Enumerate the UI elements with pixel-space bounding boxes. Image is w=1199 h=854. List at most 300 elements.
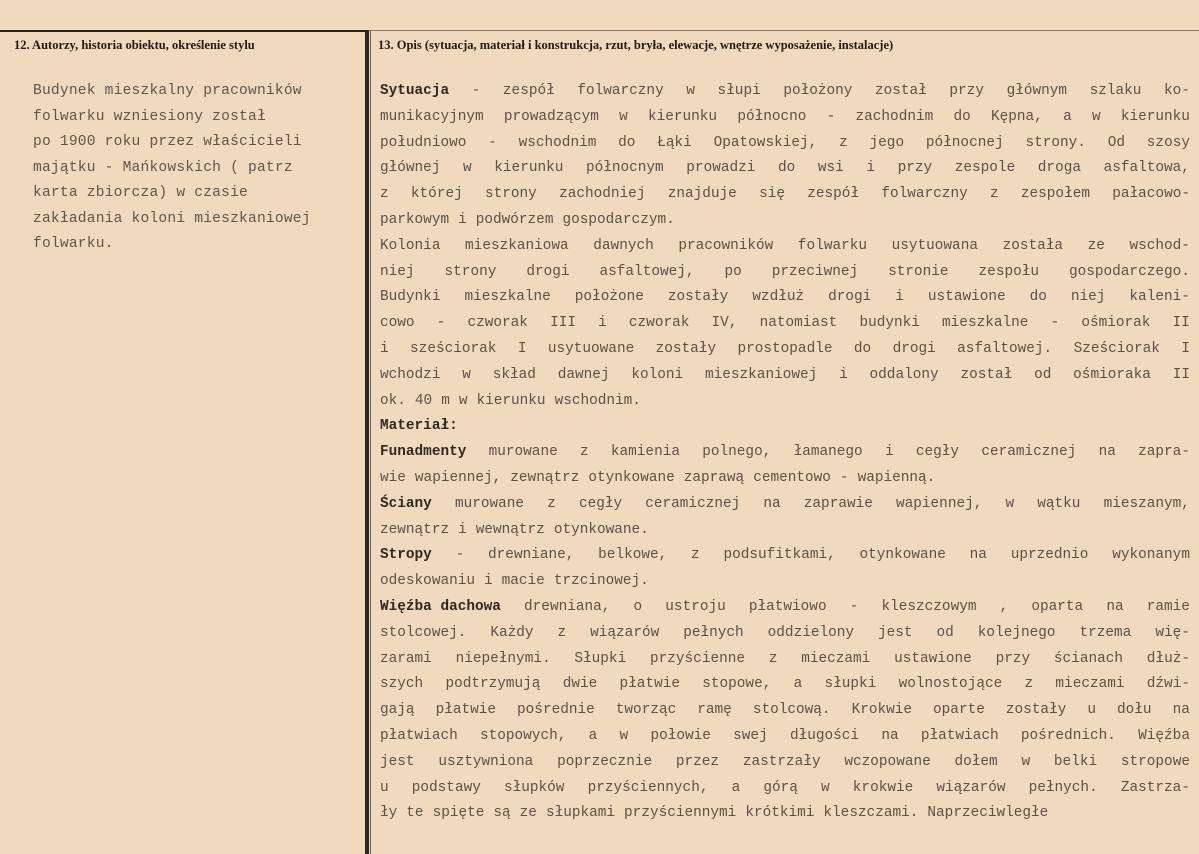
section-13-word: stolcową.	[752, 702, 831, 719]
section-13-word: -	[455, 547, 465, 564]
section-13-word: ze	[519, 805, 537, 822]
section-13-word: i	[458, 521, 467, 538]
section-13-word: murowane	[488, 444, 558, 461]
section-13-word: wzdłuż	[752, 289, 805, 306]
section-13-line	[380, 156, 1190, 182]
section-13-word: murowane	[454, 495, 525, 512]
section-13-word: północnej	[925, 134, 1004, 151]
section-13-word: parkowym	[380, 211, 450, 228]
section-13-line-heading: Więźba dachowa	[380, 598, 501, 615]
section-13-word: cegły	[915, 444, 960, 461]
section-13-word: mieczami	[1055, 676, 1125, 693]
section-13-line	[380, 750, 1190, 776]
section-13-word: kaleni-	[1129, 289, 1190, 306]
section-13-line	[380, 518, 1190, 544]
section-13-word: zewnątrz	[510, 469, 580, 486]
section-13-word: -	[1050, 315, 1060, 332]
section-13-line	[380, 389, 1190, 415]
section-13-word: od	[1034, 366, 1052, 383]
section-13-word: zespół	[502, 83, 555, 99]
section-13-word: szlaku	[1089, 83, 1142, 99]
section-13-word: stopowych,	[480, 727, 567, 744]
section-13-word: płatwiach	[920, 727, 999, 744]
section-13-word: mieszkalne	[464, 289, 551, 306]
section-13-word: górą	[763, 779, 798, 796]
section-13-word: na	[1172, 702, 1190, 719]
section-13-word: sześciorak	[410, 340, 497, 357]
section-13-word: przy	[949, 83, 984, 99]
top-rule-left	[0, 30, 365, 32]
section-13-word: skład	[492, 366, 536, 383]
section-13-word: ,	[999, 598, 1009, 615]
section-13-line	[380, 543, 1190, 569]
section-13-word: oparta	[1031, 598, 1084, 615]
section-13-word: strony	[485, 186, 537, 203]
section-13-word: w	[686, 83, 695, 99]
section-13-line	[380, 131, 1190, 157]
section-12-line: Budynek mieszkalny pracowników	[33, 83, 302, 99]
section-13-word: na	[969, 547, 987, 564]
section-13-word: słupkami	[545, 805, 616, 822]
section-13-word: został	[960, 366, 1013, 383]
section-13-word: I	[1181, 340, 1190, 357]
section-13-word: stopowe,	[702, 676, 772, 693]
section-13-word: strony	[444, 263, 497, 280]
section-13-word: ścianach	[1053, 650, 1124, 667]
section-13-word: IV,	[711, 315, 738, 332]
section-13-word: połowie	[650, 727, 711, 744]
section-13-word: wie	[380, 469, 406, 486]
section-13-word: asfaltowa,	[1103, 160, 1190, 177]
section-13-word: mieczami	[801, 650, 871, 667]
section-13-word: i	[598, 315, 607, 332]
section-13-word: szych	[380, 676, 424, 693]
section-13-word: przyścienne	[650, 650, 745, 667]
section-13-word: w	[1005, 495, 1015, 512]
section-13-word: dawnej	[557, 366, 610, 383]
section-13-word: i	[839, 366, 848, 383]
section-13-word: asfaltowej.	[957, 340, 1053, 357]
section-13-word: zostały	[667, 289, 729, 306]
section-13-line-heading: Ściany	[380, 495, 432, 512]
section-13-word: niepełnymi.	[455, 650, 551, 667]
section-13-word: odeskowaniu	[380, 573, 475, 590]
section-13-line	[380, 182, 1190, 208]
column-divider-thin	[370, 30, 371, 854]
section-13-word: podtrzymują	[445, 676, 541, 693]
section-13-word: na	[881, 727, 899, 744]
section-13-word: Kępna,	[991, 108, 1043, 125]
section-13-word: przez	[675, 753, 720, 770]
section-13-word: jego	[869, 134, 905, 151]
section-13-word: południowo	[380, 134, 467, 151]
section-13-word: zapra-	[1138, 444, 1190, 461]
section-13-word: m	[441, 392, 450, 409]
section-13-word: kierunku	[476, 392, 546, 409]
section-13-line	[380, 363, 1190, 389]
section-13-word: położone	[574, 289, 644, 306]
section-13-word: i	[380, 340, 389, 357]
section-13-word: na	[763, 495, 781, 512]
section-13-word: z	[547, 495, 556, 512]
section-13-word: krokwie	[852, 779, 914, 796]
section-13-word: wiązarów	[936, 779, 1006, 796]
section-13-word: czworak	[467, 315, 528, 332]
section-13-word: belkowe,	[598, 547, 668, 564]
section-13-word: z	[1024, 676, 1034, 693]
section-13-word: z	[691, 547, 700, 564]
section-13-word: ośmioraka	[1073, 366, 1151, 383]
section-13-word: płatwie	[619, 676, 680, 693]
section-13-word: niej	[1070, 289, 1106, 306]
section-13-word: ły	[380, 805, 398, 822]
section-13-word: został	[875, 83, 927, 99]
section-13-word: kleszczami.	[823, 805, 919, 822]
section-13-word: kolejnego	[977, 624, 1056, 641]
section-13-word: wschodnim	[518, 134, 597, 151]
section-13-line	[380, 492, 1190, 518]
section-13-word: budynki	[859, 315, 920, 332]
section-13-word: w	[463, 160, 472, 177]
section-13-word: te	[406, 805, 424, 822]
section-13-line	[380, 79, 1190, 105]
section-13-word: oparte	[933, 702, 985, 719]
section-13-word: a	[1063, 108, 1072, 125]
section-13-word: -	[471, 83, 481, 99]
section-13-word: uprzednio	[1010, 547, 1089, 564]
section-13-word: dłuż-	[1146, 650, 1190, 667]
section-13-word: drogi	[828, 289, 872, 306]
section-13-word: po	[724, 263, 742, 280]
section-13-word: na	[1098, 444, 1116, 461]
section-13-word: wapienną.	[857, 469, 936, 486]
section-13-word: i	[458, 211, 467, 228]
section-13-word: wschodnim.	[554, 392, 641, 409]
section-13-word: wapiennej,	[414, 469, 502, 486]
section-13-word: w	[1091, 108, 1101, 125]
section-13-word: zarami	[380, 650, 432, 667]
section-13-word: stronie	[888, 263, 949, 280]
section-13-word: krótkimi	[745, 805, 815, 822]
section-12-text	[33, 79, 353, 258]
section-13-word: podwórzem	[475, 211, 554, 228]
section-13-word: ceramicznej	[645, 495, 741, 512]
section-13-word: a	[731, 779, 741, 796]
section-13-word: usytuowane	[547, 340, 635, 357]
section-13-word: płatwie	[435, 702, 497, 719]
section-13-word: otynkowane	[859, 547, 946, 564]
section-12-line: karta zbiorcza) w czasie	[33, 185, 248, 201]
section-13-word: drewniane,	[488, 547, 575, 564]
section-13-word: wczopowane	[844, 753, 931, 770]
section-12-line: folwarku.	[33, 236, 114, 252]
section-13-word: łamanego	[793, 444, 863, 461]
section-13-word: została	[1002, 237, 1064, 254]
section-13-word: otynkowane.	[553, 521, 649, 538]
section-13-word: koloni	[631, 366, 684, 383]
section-13-word: której	[410, 186, 463, 203]
section-13-word: natomiast	[759, 315, 838, 332]
section-13-word: cowo	[380, 315, 415, 332]
section-13-word: I	[517, 340, 527, 357]
section-13-word: gospodarczym.	[562, 211, 675, 228]
section-13-word: wiązarów	[590, 624, 660, 641]
section-13-word: dołem	[954, 753, 998, 770]
section-13-word: strony.	[1025, 134, 1086, 151]
section-13-word: kierunku	[494, 160, 564, 177]
section-13-word: są	[493, 805, 511, 822]
section-13-word: ze	[1087, 237, 1105, 254]
section-13-word: ramę	[697, 702, 732, 719]
section-13-word: głównej	[380, 160, 441, 177]
section-13-word: północno	[737, 108, 807, 125]
section-13-word: przy	[995, 650, 1031, 667]
section-13-line	[380, 724, 1190, 750]
section-13-line	[380, 776, 1190, 802]
section-13-line	[380, 569, 1190, 595]
section-13-word: znajduje	[667, 186, 737, 203]
section-12-header: 12. Autorzy, historia obiektu, określenie stylu	[14, 38, 255, 52]
section-13-word: płatwiach	[380, 727, 458, 744]
section-13-word: u	[380, 779, 389, 796]
section-13-word: się	[759, 186, 785, 203]
section-13-word: i	[866, 160, 876, 177]
section-13-word: Słupki	[574, 650, 627, 667]
section-12-line: po 1900 roku przez właścicieli	[33, 134, 302, 150]
section-13-word: z	[380, 186, 389, 203]
section-13-word: zachodnim	[855, 108, 934, 125]
section-13-word: 40	[414, 392, 433, 409]
section-13-word: niej	[380, 263, 415, 280]
section-13-word: ośmiorak	[1081, 315, 1151, 332]
section-13-word: Opatowskiej,	[713, 134, 818, 151]
section-13-word: dźwi-	[1146, 676, 1190, 693]
section-13-line	[380, 672, 1190, 698]
section-13-word: położony	[783, 83, 853, 99]
section-13-word: -	[849, 598, 859, 615]
section-13-word: na	[1106, 598, 1124, 615]
section-13-word: stropowe	[1120, 753, 1190, 770]
section-13-word: wsi	[817, 160, 844, 177]
section-13-word: do	[853, 340, 872, 357]
section-13-word: płatwiowo	[748, 598, 827, 615]
section-13-word: gospodarczego.	[1068, 263, 1190, 280]
section-13-line	[380, 414, 1190, 440]
section-13-word: w	[458, 392, 468, 409]
section-13-word: asfaltowej,	[599, 263, 695, 280]
section-13-line-heading: Sytuacja	[380, 83, 450, 99]
section-13-word: trzcinowej.	[553, 573, 649, 590]
section-13-line	[380, 595, 1190, 621]
section-13-word: słupki	[824, 676, 877, 693]
section-13-word: II	[1172, 366, 1190, 383]
section-13-word: przeciwnej	[771, 263, 859, 280]
section-13-word: Zastrza-	[1120, 779, 1190, 796]
section-13-word: polnego,	[702, 444, 772, 461]
section-13-word: dołu	[1117, 702, 1152, 719]
section-13-word: w	[619, 108, 628, 125]
section-13-header: 13. Opis (sytuacja, materiał i konstrukcja, rzut, bryła, elewacje, wnętrze wyposażenie, instalacje)	[378, 38, 894, 52]
section-13-word: pełnych.	[1028, 779, 1098, 796]
section-13-word: do	[1029, 289, 1047, 306]
section-13-word: wchodzi	[380, 366, 441, 383]
section-13-word: folwarczny	[881, 186, 968, 203]
section-13-word: wschod-	[1129, 237, 1190, 254]
section-13-word: stolcowej.	[380, 624, 467, 641]
section-13-word: wię-	[1155, 624, 1190, 641]
section-13-word: Sześciorak	[1073, 340, 1160, 357]
section-13-word: do	[777, 160, 796, 177]
section-13-line	[380, 801, 1190, 827]
section-13-word: Łąki	[657, 134, 692, 151]
section-13-word: o	[633, 598, 643, 615]
section-13-word: przyściennych,	[587, 779, 709, 796]
section-13-word: folwarczny	[577, 83, 664, 99]
section-13-word: ustawione	[927, 289, 1006, 306]
section-13-word: czworak	[628, 315, 690, 332]
section-13-word: ok.	[380, 392, 406, 409]
section-13-word: -	[826, 108, 836, 125]
section-13-word: kleszczowym	[881, 598, 977, 615]
section-13-word: prostopadle	[737, 340, 833, 357]
section-13-word: wapiennej,	[896, 495, 983, 512]
section-12-line: folwarku wzniesiony został	[33, 108, 266, 125]
column-divider	[365, 30, 369, 854]
section-13-word: III	[550, 315, 576, 332]
section-13-word: Krokwie	[851, 702, 913, 719]
section-13-word: zespole	[954, 160, 1016, 177]
section-13-word: mieszkaniowej	[705, 366, 818, 383]
section-13-word: z	[768, 650, 778, 667]
section-13-word: zespołem	[1020, 186, 1090, 203]
section-13-word: z	[989, 186, 999, 203]
section-13-word: pałacowo-	[1112, 186, 1190, 203]
section-13-line	[380, 440, 1190, 466]
section-13-line	[380, 466, 1190, 492]
section-13-word: zostały	[655, 340, 717, 357]
section-13-line	[380, 285, 1190, 311]
section-13-text	[380, 79, 1190, 827]
section-13-word: szosy	[1146, 134, 1190, 151]
section-13-word: kierunku	[647, 108, 718, 125]
section-13-word: wątku	[1037, 495, 1081, 512]
section-13-word: zachodniej	[559, 186, 646, 203]
section-13-line	[380, 698, 1190, 724]
section-13-word: Budynki	[380, 289, 441, 306]
section-13-word: z	[579, 444, 589, 461]
section-13-line	[380, 647, 1190, 673]
section-13-word: poprzecznie	[557, 753, 653, 770]
section-13-word: zastrzały	[742, 753, 821, 770]
section-13-word: cegły	[578, 495, 623, 512]
section-13-line	[380, 105, 1190, 131]
section-13-line	[380, 621, 1190, 647]
section-13-word: jest	[380, 753, 415, 770]
section-13-word: cementowo	[753, 469, 831, 486]
section-13-word: Każdy	[490, 624, 534, 641]
section-12-line: majątku - Mańkowskich ( patrz	[33, 159, 293, 176]
section-13-word: pracowników	[678, 237, 774, 254]
section-13-word: usytuowana	[891, 237, 978, 254]
section-13-word: a	[793, 676, 803, 693]
section-13-word: Kolonia	[380, 237, 441, 254]
section-13-word: do	[618, 134, 636, 151]
section-13-word: ustroju	[665, 598, 726, 615]
section-13-word: droga	[1037, 160, 1081, 177]
section-13-word: Naprzeciwległe	[927, 805, 1049, 822]
section-13-word: od	[936, 624, 954, 641]
section-13-word: w	[1021, 753, 1031, 770]
section-13-word: oddalony	[869, 366, 939, 383]
section-13-word: i	[895, 289, 904, 306]
section-13-word: -	[436, 315, 446, 332]
section-13-line	[380, 234, 1190, 260]
section-13-word: zespołu	[978, 263, 1039, 280]
section-13-word: ceramicznej	[981, 444, 1077, 461]
section-13-word: zewnątrz	[380, 521, 450, 538]
section-13-word: drogi	[526, 263, 570, 280]
section-12-line: zakładania koloni mieszkaniowej	[33, 210, 311, 227]
section-13-word: pośrednie	[517, 702, 595, 719]
section-13-word: prowadzi	[686, 160, 756, 177]
section-13-word: ramie	[1146, 598, 1190, 615]
section-13-word: wewnątrz	[475, 521, 545, 538]
section-13-word: podsufitkami,	[723, 547, 836, 564]
section-13-word: u	[1087, 702, 1096, 719]
section-13-word: w	[619, 727, 629, 744]
section-13-word: ko-	[1164, 83, 1190, 99]
section-13-line-heading: Stropy	[380, 547, 432, 564]
section-13-word: słupi	[717, 83, 761, 99]
section-13-word: oddzielony	[767, 624, 855, 641]
section-13-line	[380, 337, 1190, 363]
section-13-word: przyściennymi	[624, 805, 737, 822]
section-13-word: w	[821, 779, 830, 796]
section-13-word: w	[462, 366, 471, 383]
section-13-word: mieszkalne	[942, 315, 1029, 332]
section-13-word: usztywniona	[438, 753, 534, 770]
section-13-word: Od	[1107, 134, 1125, 151]
section-13-word: słupków	[503, 779, 565, 796]
section-13-word: -	[839, 469, 849, 486]
section-13-word: pośrednich.	[1020, 727, 1116, 744]
section-13-word: macie	[501, 573, 545, 590]
section-13-word: tworząc	[615, 702, 677, 719]
section-13-word: podstawy	[411, 779, 481, 796]
section-13-word: z	[557, 624, 567, 641]
section-13-word: belki	[1053, 753, 1098, 770]
section-13-word: wykonanym	[1112, 547, 1190, 564]
section-13-word: zaprawą	[683, 469, 745, 486]
section-13-word: wolnostojące	[898, 676, 1003, 693]
section-13-word: a	[588, 727, 598, 744]
section-13-word: dwie	[562, 676, 598, 693]
section-13-word: mieszkaniowa	[465, 237, 569, 254]
section-13-word: -	[488, 134, 497, 151]
section-13-word: dawnych	[593, 237, 654, 254]
section-13-word: z	[839, 134, 848, 151]
section-13-word: prowadzącym	[503, 108, 599, 125]
section-13-line-heading: Funadmenty	[380, 444, 467, 461]
section-13-line-heading: Materiał:	[380, 418, 458, 435]
section-13-word: otynkowane	[588, 469, 675, 486]
section-13-word: kierunku	[1120, 108, 1190, 125]
section-13-word: pełnych	[683, 624, 744, 641]
section-13-word: drogi	[892, 340, 936, 357]
section-13-word: mieszanym,	[1103, 495, 1190, 512]
section-13-word: przy	[897, 160, 933, 177]
section-13-word: gają	[380, 702, 415, 719]
